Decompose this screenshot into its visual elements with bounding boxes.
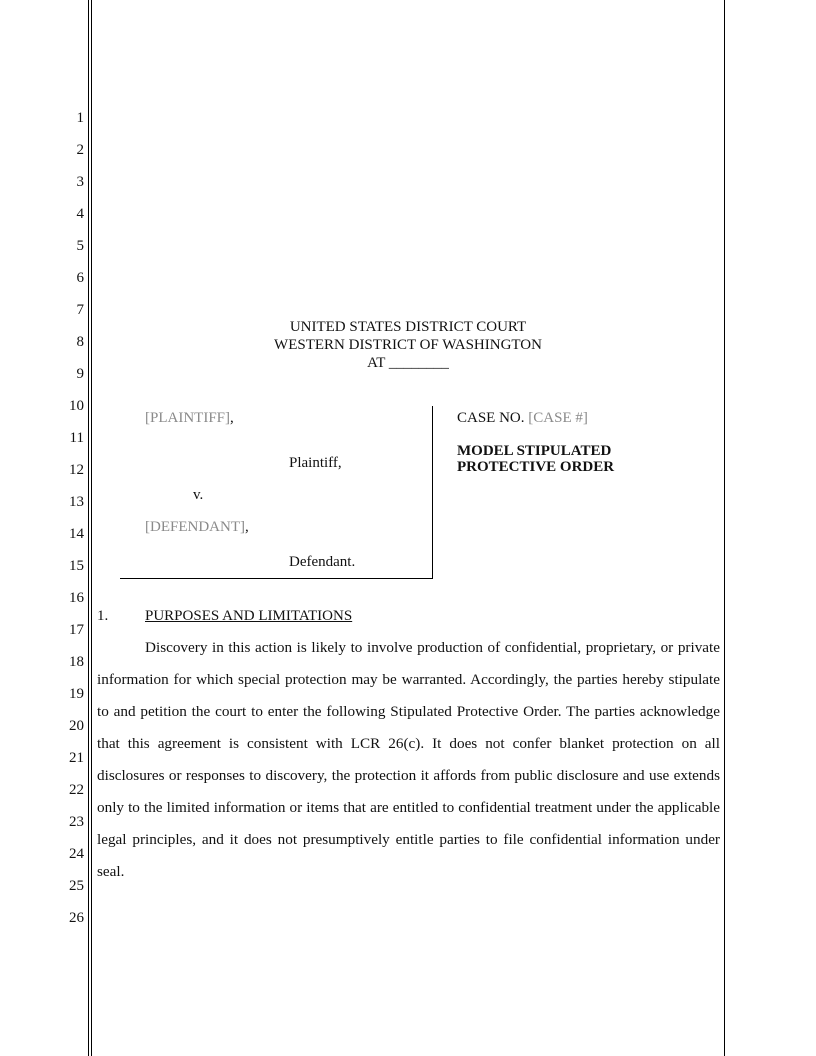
versus: v. [193, 487, 204, 503]
line-number: 22 [69, 782, 84, 798]
line-number: 15 [69, 558, 84, 574]
line-number: 3 [76, 174, 84, 190]
section-1-number: 1. [97, 608, 109, 624]
court-location: AT ________ [367, 355, 449, 371]
case-number-value: [CASE #] [528, 410, 588, 426]
plaintiff-name: [PLAINTIFF] [145, 410, 230, 426]
line-number: 4 [76, 206, 84, 222]
line-number: 10 [69, 398, 84, 414]
order-title-line2: PROTECTIVE ORDER [457, 459, 615, 475]
case-number-label: CASE NO. [457, 410, 525, 426]
line-number: 21 [69, 750, 84, 766]
line-number: 20 [69, 718, 84, 734]
court-name: UNITED STATES DISTRICT COURT [289, 319, 527, 335]
section-1-heading: PURPOSES AND LIMITATIONS [145, 608, 353, 624]
plaintiff-comma: , [230, 410, 234, 426]
left-margin-rule-inner [91, 0, 92, 1056]
order-title [457, 443, 614, 475]
line-number: 16 [69, 590, 84, 606]
caption-box [120, 406, 433, 579]
line-number: 12 [69, 462, 84, 478]
line-number: 2 [76, 142, 84, 158]
line-number: 5 [76, 238, 84, 254]
defendant-comma: , [244, 519, 249, 535]
line-number: 25 [69, 878, 84, 894]
line-number: 23 [69, 814, 84, 830]
line-number: 7 [76, 302, 84, 318]
right-margin-rule [724, 0, 725, 1056]
line-number: 19 [69, 686, 84, 702]
line-number: 13 [69, 494, 84, 510]
line-number: 9 [76, 366, 84, 382]
defendant-party [145, 519, 249, 536]
line-number: 6 [76, 270, 84, 286]
plaintiff-label: Plaintiff, [289, 455, 342, 471]
court-heading [200, 318, 616, 372]
line-number: 17 [69, 622, 84, 638]
order-title-line1: MODEL STIPULATED [457, 443, 612, 459]
defendant-name: [DEFENDANT] [145, 519, 245, 535]
line-number: 1 [76, 110, 84, 126]
line-number: 18 [69, 654, 84, 670]
plaintiff-party [145, 410, 234, 427]
defendant-label: Defendant. [289, 554, 356, 570]
section-1-body: Discovery in this action is likely to involve production of confidential, proprietary, or private information for which special protection may be warranted. Accordingly, the parties hereby stipulate to and petition the court to enter the following Stipulated Protective Order. The parties acknowledge that this agreement is consistent with LCR 26(c). It does not confer blanket protection on all disclosures or responses to discovery, the protection it affords from public disclosure and use extends only to the limited information or items that are entitled to confidential treatment under the applicable legal principles, and it does not presumptively entitle parties to file confidential information under seal. [97, 639, 720, 880]
line-number: 11 [69, 430, 84, 446]
line-number: 24 [69, 846, 84, 862]
line-number: 14 [69, 526, 84, 542]
court-district: WESTERN DISTRICT OF WASHINGTON [274, 337, 542, 353]
case-number [457, 410, 588, 427]
line-number: 26 [69, 910, 84, 926]
line-number: 8 [76, 334, 84, 350]
left-margin-rule-outer [88, 0, 89, 1056]
